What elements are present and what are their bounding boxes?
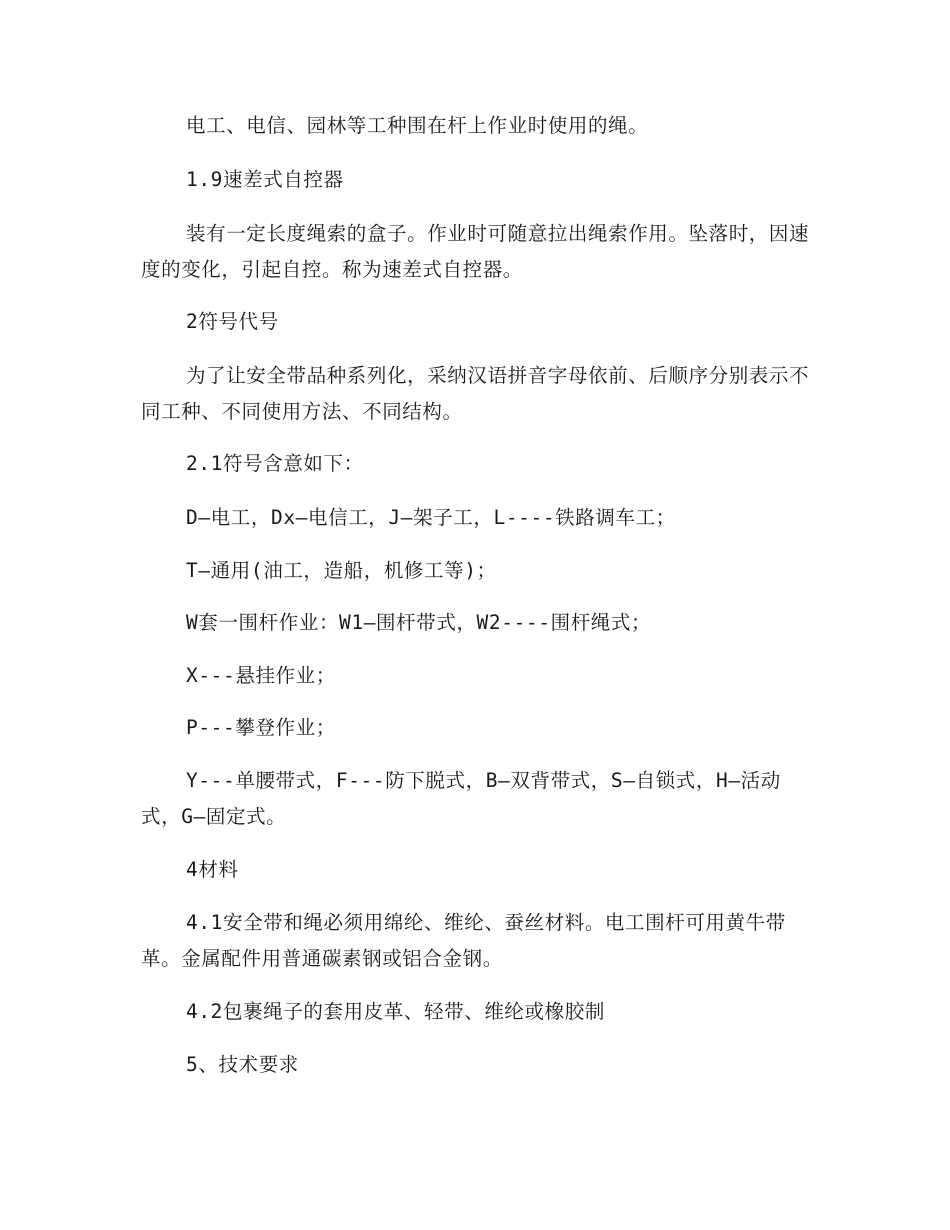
paragraph-structure-codes: Y---单腰带式，F---防下脱式，B—双背带式，S—自锁式，H—活动式，G—固定式。 xyxy=(141,769,781,828)
paragraph-pole-work-codes: W套一围杆作业：W1—围杆带式，W2----围杆绳式； xyxy=(186,611,652,634)
paragraph-suspension-code: X---悬挂作业； xyxy=(186,664,336,687)
paragraph-climbing-code: P---攀登作业； xyxy=(186,716,336,739)
paragraph-controller-description: 装有一定长度绳索的盒子。作业时可随意拉出绳索作用。坠落时，因速度的变化，引起自控。称为速差式自控器。 xyxy=(141,222,810,281)
heading-4-materials: 4材料 xyxy=(186,858,239,881)
heading-2-1-symbol-meanings: 2.1符号含意如下： xyxy=(186,452,364,475)
heading-2-symbol-codes: 2符号代号 xyxy=(186,310,279,333)
paragraph-4-2-sleeve-materials: 4.2包裹绳子的套用皮革、轻带、维纶或橡胶制 xyxy=(186,1000,605,1023)
heading-5-technical-requirements: 5、技术要求 xyxy=(186,1053,299,1076)
paragraph-symbol-purpose: 为了让安全带品种系列化，采纳汉语拼音字母依前、后顺序分别表示不同工种、不同使用方法、不同结构。 xyxy=(141,364,810,423)
paragraph-general-code: T—通用(油工，造船，机修工等)； xyxy=(186,559,497,582)
heading-1-9-speed-differential-controller: 1.9速差式自控器 xyxy=(186,168,344,191)
paragraph-rope-usage: 电工、电信、园林等工种围在杆上作业时使用的绳。 xyxy=(186,114,649,137)
paragraph-worker-codes: D—电工，Dx—电信工，J—架子工，L----铁路调车工； xyxy=(186,506,676,529)
paragraph-4-1-materials: 4.1安全带和绳必须用绵纶、维纶、蚕丝材料。电工围杆可用黄牛带革。金属配件用普通碳素钢或铝合金钢。 xyxy=(141,911,786,970)
